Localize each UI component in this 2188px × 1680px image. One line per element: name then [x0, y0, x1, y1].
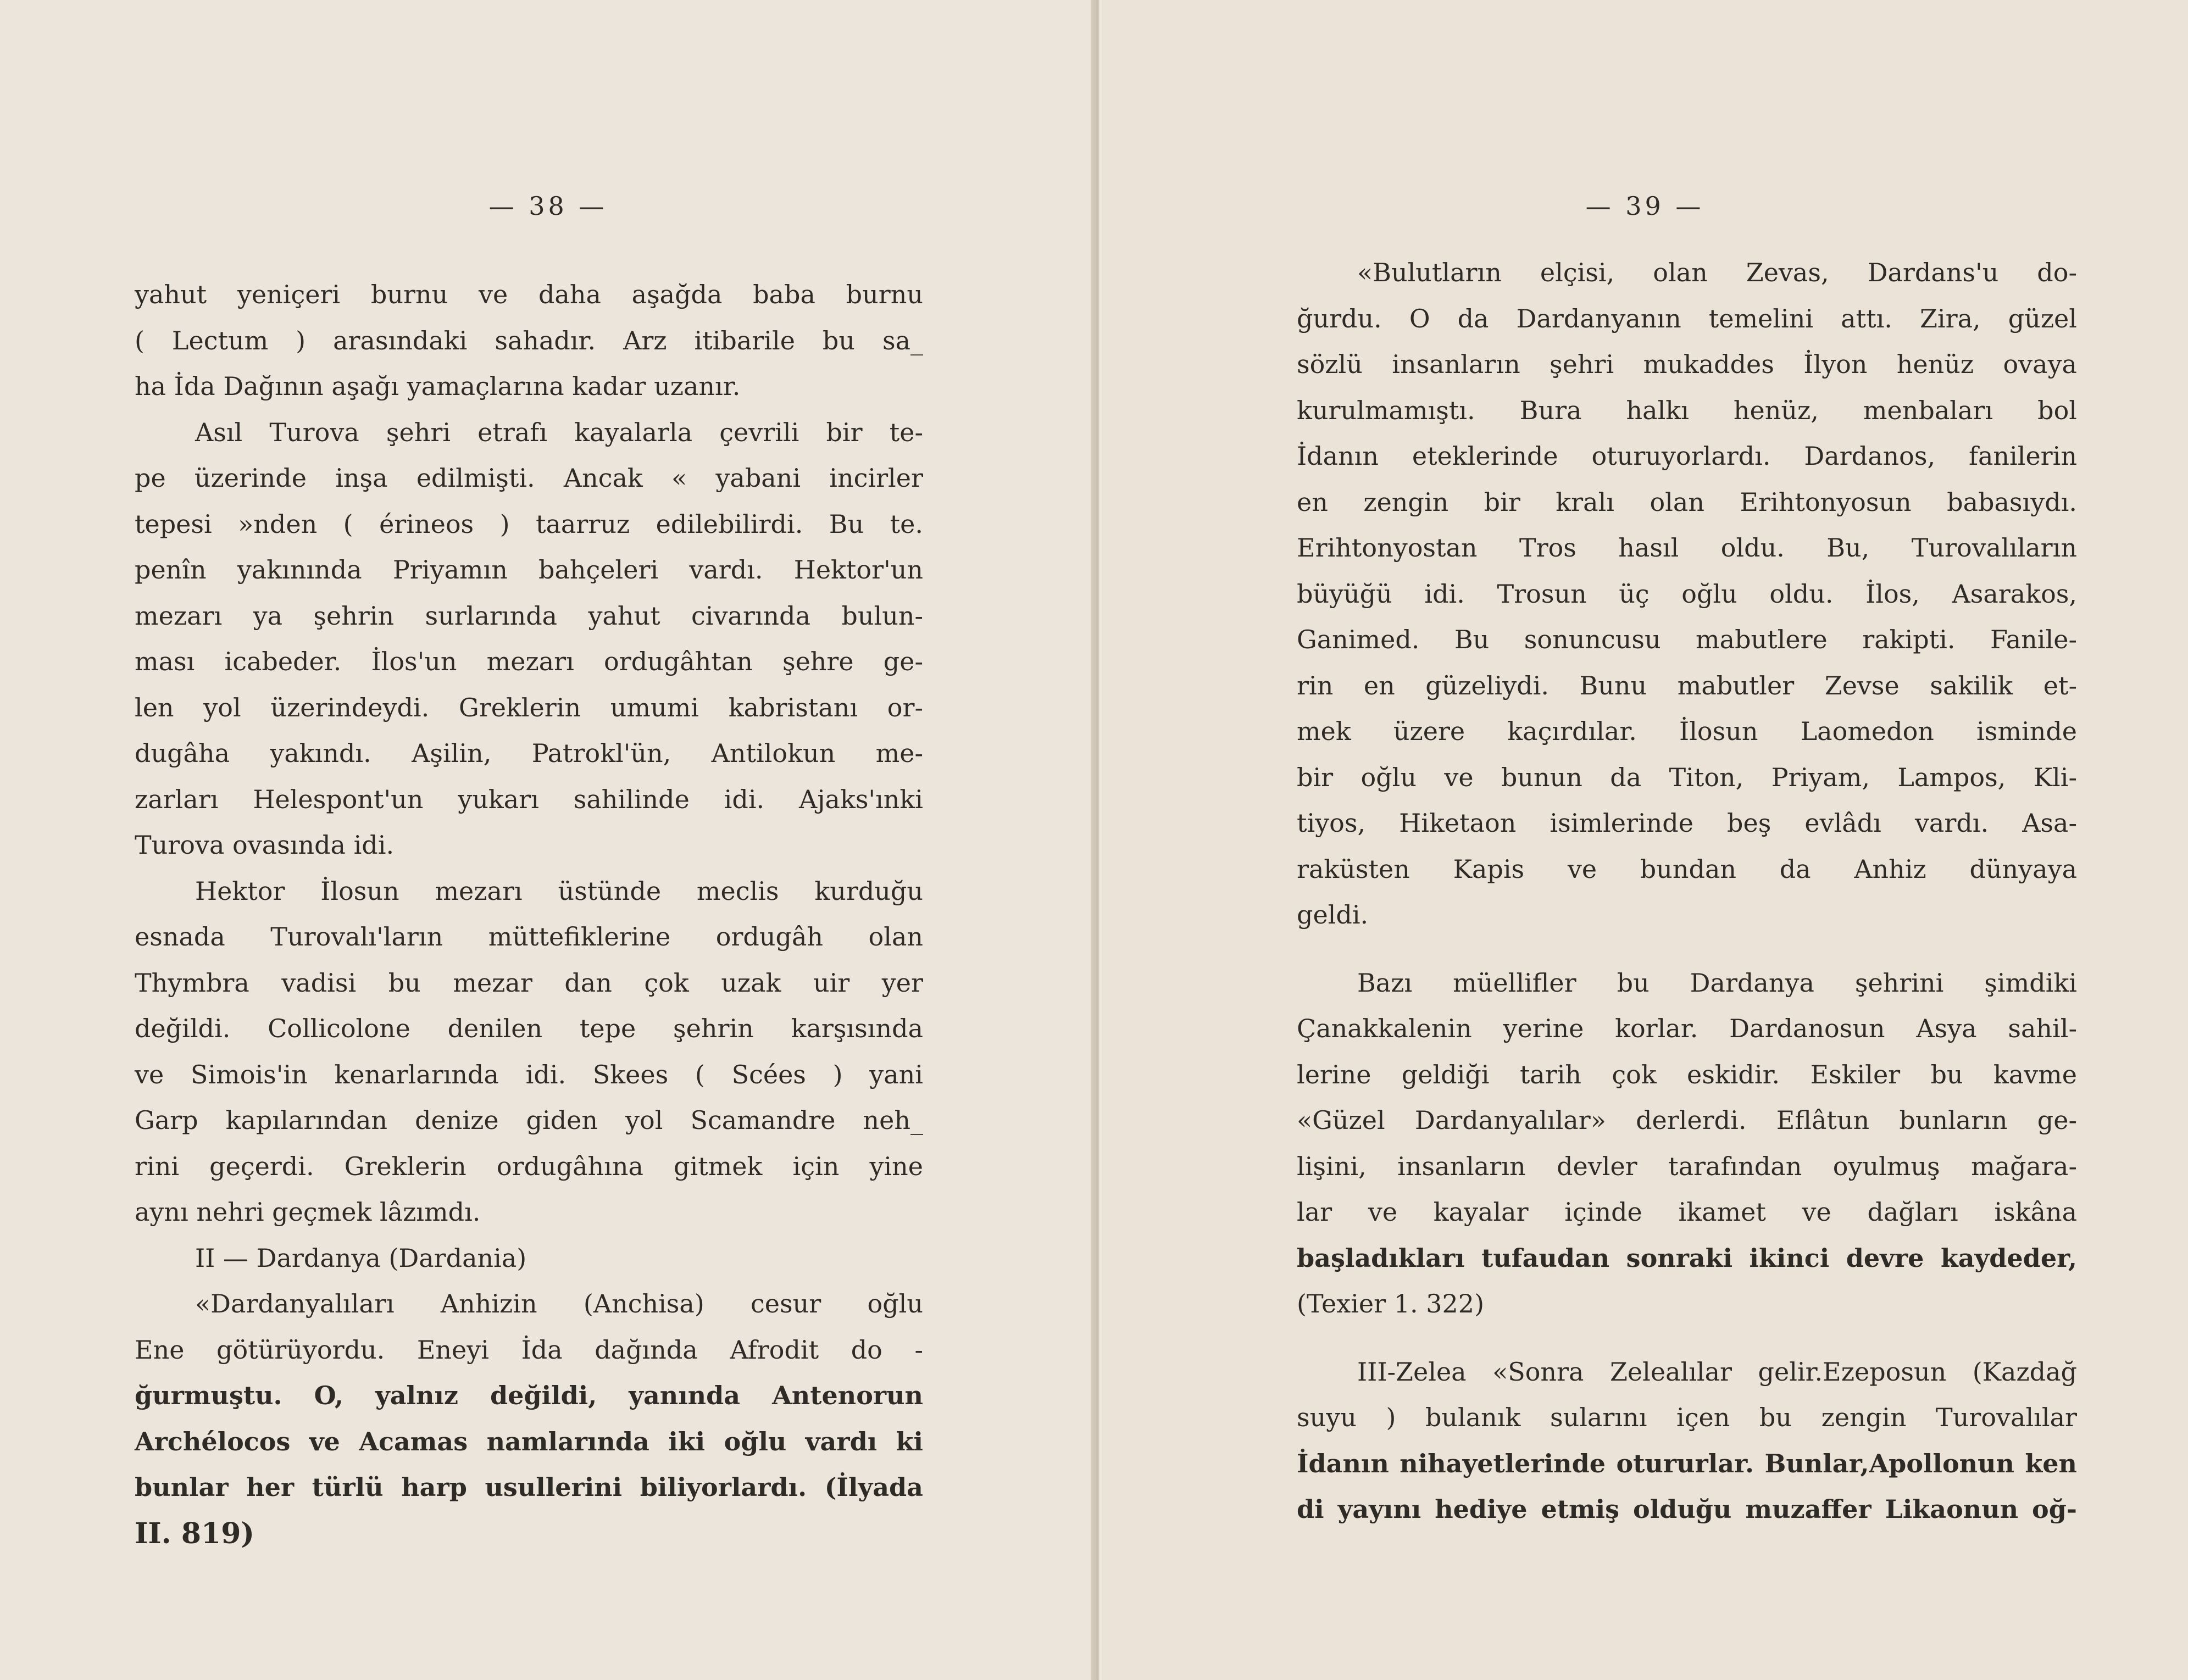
text-line: ması icabeder. İlos'un mezarı ordugâhtan şehre ge- [135, 647, 923, 676]
text-line: tepesi »nden ( érineos ) taarruz edilebilirdi. Bu te. [135, 509, 923, 539]
page-number: — 39 — [1585, 191, 1704, 221]
right-page [1102, 0, 2188, 1680]
text-line: büyüğü idi. Trosun üç oğlu oldu. İlos, Asarakos, [1297, 578, 2077, 609]
text-line: suyu ) bulanık sularını içen bu zengin Turovalılar [1297, 1403, 2077, 1432]
text-line: II. 819) [135, 1516, 255, 1550]
text-line: rin en güzeliydi. Bunu mabutler Zevse sakilik et- [1297, 670, 2077, 700]
text-line: mek üzere kaçırdılar. İlosun Laomedon isminde [1297, 716, 2077, 746]
text-line: rini geçerdi. Greklerin ordugâhına gitmek için yine [135, 1151, 923, 1181]
text-line: ( Lectum ) arasındaki sahadır. Arz itibarile bu sa_ [135, 325, 923, 355]
text-line: «Dardanyalıları Anhizin (Anchisa) cesur oğlu [195, 1289, 923, 1319]
text-line: len yol üzerindeydi. Greklerin umumi kabristanı or- [135, 692, 923, 722]
text-line: di yayını hediye etmiş olduğu muzaffer Likaonun oğ- [1297, 1494, 2077, 1524]
text-line: Turova ovasında idi. [135, 830, 395, 860]
text-line: geldi. [1297, 900, 1369, 930]
text-line: Ene götürüyordu. Eneyi İda dağında Afrodit do - [135, 1334, 923, 1365]
text-line: lar ve kayalar içinde ikamet ve dağları iskâna [1297, 1197, 2077, 1227]
text-line: zarları Helespont'un yukarı sahilinde idi. Ajaks'ınki [135, 784, 923, 814]
text-line: tiyos, Hiketaon isimlerinde beş evlâdı vardı. Asa- [1297, 808, 2077, 838]
text-line: pe üzerinde inşa edilmişti. Ancak « yabani incirler [135, 463, 923, 493]
text-line: Hektor İlosun mezarı üstünde meclis kurduğu [195, 876, 923, 906]
text-line: Thymbra vadisi bu mezar dan çok uzak uir yer [135, 967, 923, 998]
page-text [1297, 250, 2077, 1533]
text-line: Çanakkalenin yerine korlar. Dardanosun Asya sahil- [1297, 1014, 2077, 1043]
text-line: ğurdu. O da Dardanyanın temelini attı. Zira, güzel [1297, 303, 2077, 333]
text-line: ha İda Dağının aşağı yamaçlarına kadar uzanır. [135, 371, 741, 401]
text-line: ve Simois'in kenarlarında idi. Skees ( Scées ) yani [135, 1059, 923, 1089]
text-line: esnada Turovalı'ların müttefiklerine ordugâh olan [135, 922, 923, 952]
text-line: değildi. Collicolone denilen tepe şehrin karşısında [135, 1014, 923, 1043]
text-line: Archélocos ve Acamas namlarında iki oğlu vardı ki [135, 1426, 923, 1456]
text-line: en zengin bir kralı olan Erihtonyosun babasıydı. [1297, 487, 2077, 517]
section-heading: III-Zelea «Sonra Zelealılar gelir.Ezeposun (Kazdağ [1357, 1356, 2077, 1387]
text-line: penîn yakınında Priyamın bahçeleri vardı. Hektor'un [135, 555, 923, 585]
section-heading: II — Dardanya (Dardania) [195, 1243, 527, 1273]
text-line: başladıkları tufaudan sonraki ikinci devre kaydeder, [1297, 1243, 2077, 1273]
text-line: dugâha yakındı. Aşilin, Patrokl'ün, Antilokun me- [135, 738, 923, 768]
text-line: ğurmuştu. O, yalnız değildi, yanında Antenorun [135, 1381, 923, 1410]
text-line: Asıl Turova şehri etrafı kayalarla çevrili bir te- [195, 417, 923, 447]
text-line: raküsten Kapis ve bundan da Anhiz dünyaya [1297, 854, 2077, 884]
text-line: Garp kapılarından denize giden yol Scamandre neh_ [135, 1105, 923, 1135]
page-text [135, 272, 923, 1556]
text-line: Erihtonyostan Tros hasıl oldu. Bu, Turovalıların [1297, 533, 2077, 563]
text-line: Bazı müellifler bu Dardanya şehrini şimdiki [1357, 967, 2077, 998]
text-line: İdanın nihayetlerinde otururlar. Bunlar,Apollonun ken [1297, 1448, 2077, 1478]
text-line: «Bulutların elçisi, olan Zevas, Dardans'u do- [1357, 258, 2077, 287]
text-line: «Güzel Dardanyalılar» derlerdi. Eflâtun bunların ge- [1297, 1105, 2077, 1135]
text-line: bunlar her türlü harp usullerini biliyorlardı. (İlyada [135, 1472, 923, 1502]
text-line: Ganimed. Bu sonuncusu mabutlere rakipti. Fanile- [1297, 625, 2077, 654]
text-line: lerine geldiği tarih çok eskidir. Eskiler bu kavme [1297, 1059, 2077, 1089]
text-line: kurulmamıştı. Bura halkı henüz, menbaları bol [1297, 395, 2077, 425]
text-line: sözlü insanların şehri mukaddes İlyon henüz ovaya [1297, 349, 2077, 379]
text-line: bir oğlu ve bunun da Titon, Priyam, Lampos, Kli- [1297, 762, 2077, 792]
text-line: (Texier 1. 322) [1297, 1289, 1485, 1319]
text-line: aynı nehri geçmek lâzımdı. [135, 1197, 481, 1227]
text-line: İdanın eteklerinde oturuyorlardı. Dardanos, fanilerin [1297, 441, 2077, 471]
text-line: mezarı ya şehrin surlarında yahut civarında bulun- [135, 600, 923, 631]
text-line: yahut yeniçeri burnu ve daha aşağda baba burnu [135, 280, 923, 309]
page-number: — 38 — [488, 191, 608, 221]
text-line: lişini, insanların devler tarafından oyulmuş mağara- [1297, 1151, 2077, 1181]
